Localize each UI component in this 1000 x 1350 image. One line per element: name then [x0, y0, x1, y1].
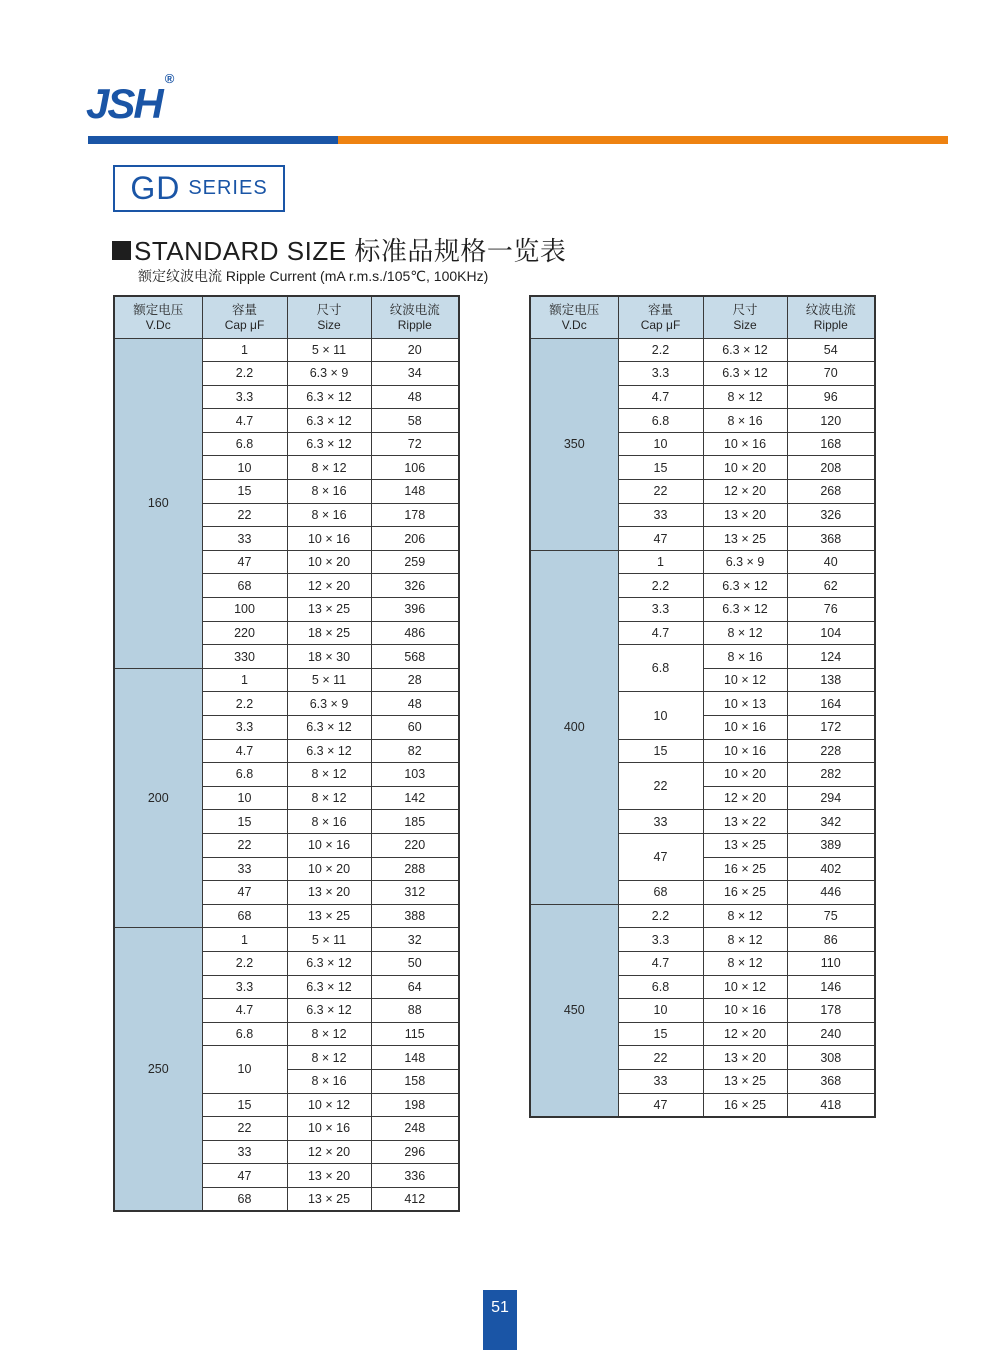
cap-cell: 33 — [618, 1069, 703, 1093]
ripple-cell: 178 — [371, 503, 459, 527]
cap-cell: 10 — [202, 1046, 287, 1093]
column-header — [202, 296, 287, 338]
cap-cell: 220 — [202, 621, 287, 645]
size-cell: 6.3 × 12 — [287, 716, 371, 740]
size-cell: 13 × 20 — [703, 1046, 787, 1070]
column-header — [287, 296, 371, 338]
size-cell: 10 × 12 — [703, 975, 787, 999]
size-cell: 6.3 × 9 — [703, 550, 787, 574]
cap-cell: 1 — [202, 338, 287, 362]
column-header-en: V.Dc — [145, 318, 171, 333]
cap-cell: 3.3 — [618, 598, 703, 622]
size-cell: 8 × 12 — [287, 1046, 371, 1070]
cap-cell: 3.3 — [618, 362, 703, 386]
ripple-cell: 20 — [371, 338, 459, 362]
header-row — [114, 296, 459, 338]
size-cell: 5 × 11 — [287, 928, 371, 952]
column-header — [703, 296, 787, 338]
cap-cell: 22 — [202, 1117, 287, 1141]
ripple-cell: 268 — [787, 480, 875, 504]
size-cell: 8 × 16 — [287, 503, 371, 527]
series-name: GD — [130, 170, 181, 206]
cap-cell: 68 — [618, 881, 703, 905]
cap-cell: 330 — [202, 645, 287, 669]
brand-name: JSH — [86, 80, 162, 127]
column-header-zh: 纹波电流 — [389, 302, 440, 317]
cap-cell: 68 — [202, 1187, 287, 1211]
ripple-cell: 568 — [371, 645, 459, 669]
ripple-cell: 168 — [787, 432, 875, 456]
size-cell: 13 × 22 — [703, 810, 787, 834]
cap-cell: 2.2 — [618, 338, 703, 362]
ripple-cell: 208 — [787, 456, 875, 480]
cap-cell: 6.8 — [202, 763, 287, 787]
size-cell: 6.3 × 12 — [703, 574, 787, 598]
cap-cell: 22 — [202, 833, 287, 857]
ripple-cell: 486 — [371, 621, 459, 645]
ripple-table-left — [113, 295, 460, 1212]
cap-cell: 6.8 — [202, 1022, 287, 1046]
ripple-cell: 228 — [787, 739, 875, 763]
size-cell: 10 × 16 — [287, 1117, 371, 1141]
size-cell: 8 × 12 — [703, 928, 787, 952]
cap-cell: 33 — [618, 503, 703, 527]
cap-cell: 6.8 — [618, 975, 703, 999]
size-cell: 8 × 16 — [287, 810, 371, 834]
column-header-zh: 尺寸 — [316, 302, 342, 317]
ripple-cell: 88 — [371, 999, 459, 1023]
cap-cell: 33 — [202, 527, 287, 551]
cap-cell: 68 — [202, 574, 287, 598]
square-bullet-icon — [112, 241, 131, 260]
table-row — [114, 928, 459, 952]
column-header-zh: 容量 — [231, 302, 257, 317]
size-cell: 18 × 30 — [287, 645, 371, 669]
cap-cell: 22 — [202, 503, 287, 527]
size-cell: 10 × 12 — [287, 1093, 371, 1117]
page-number-badge — [483, 1290, 517, 1350]
ripple-cell: 48 — [371, 385, 459, 409]
ripple-cell: 48 — [371, 692, 459, 716]
cap-cell: 6.8 — [618, 645, 703, 692]
ripple-cell: 248 — [371, 1117, 459, 1141]
size-cell: 10 × 16 — [287, 527, 371, 551]
cap-cell: 33 — [618, 810, 703, 834]
size-cell: 16 × 25 — [703, 1093, 787, 1117]
divider-orange-segment — [338, 136, 948, 144]
ripple-cell: 402 — [787, 857, 875, 881]
ripple-cell: 206 — [371, 527, 459, 551]
size-cell: 13 × 25 — [703, 833, 787, 857]
ripple-cell: 34 — [371, 362, 459, 386]
size-cell: 12 × 20 — [287, 574, 371, 598]
size-cell: 6.3 × 12 — [287, 385, 371, 409]
ripple-cell: 396 — [371, 598, 459, 622]
ripple-cell: 72 — [371, 432, 459, 456]
size-cell: 8 × 16 — [287, 1069, 371, 1093]
voltage-cell: 160 — [114, 338, 202, 668]
ripple-cell: 110 — [787, 951, 875, 975]
ripple-cell: 389 — [787, 833, 875, 857]
cap-cell: 4.7 — [202, 999, 287, 1023]
cap-cell: 15 — [202, 480, 287, 504]
column-header-zh: 尺寸 — [732, 302, 758, 317]
column-header-en: Size — [317, 318, 341, 333]
column-header — [618, 296, 703, 338]
page-number: 51 — [491, 1299, 509, 1316]
cap-cell: 2.2 — [202, 951, 287, 975]
ripple-cell: 412 — [371, 1187, 459, 1211]
cap-cell: 2.2 — [202, 362, 287, 386]
ripple-cell: 60 — [371, 716, 459, 740]
column-header-en: Ripple — [397, 318, 432, 333]
ripple-cell: 70 — [787, 362, 875, 386]
column-header-zh: 额定电压 — [549, 302, 600, 317]
column-header-en: Cap μF — [640, 318, 681, 333]
size-cell: 8 × 12 — [287, 786, 371, 810]
ripple-cell: 308 — [787, 1046, 875, 1070]
voltage-cell: 350 — [530, 338, 618, 550]
size-cell: 6.3 × 12 — [703, 338, 787, 362]
divider-blue-segment — [88, 136, 338, 144]
header-divider — [88, 136, 948, 144]
size-cell: 5 × 11 — [287, 338, 371, 362]
ripple-cell: 148 — [371, 1046, 459, 1070]
cap-cell: 10 — [202, 456, 287, 480]
cap-cell: 47 — [202, 1164, 287, 1188]
size-cell: 13 × 20 — [703, 503, 787, 527]
ripple-cell: 124 — [787, 645, 875, 669]
cap-cell: 33 — [202, 1140, 287, 1164]
cap-cell: 47 — [618, 527, 703, 551]
table-row — [114, 338, 459, 362]
size-cell: 10 × 20 — [287, 550, 371, 574]
ripple-cell: 96 — [787, 385, 875, 409]
size-cell: 10 × 20 — [703, 763, 787, 787]
ripple-cell: 104 — [787, 621, 875, 645]
column-header — [787, 296, 875, 338]
cap-cell: 22 — [618, 763, 703, 810]
cap-cell: 47 — [202, 550, 287, 574]
ripple-cell: 326 — [787, 503, 875, 527]
ripple-cell: 106 — [371, 456, 459, 480]
size-cell: 6.3 × 12 — [703, 362, 787, 386]
cap-cell: 15 — [618, 456, 703, 480]
table-row — [530, 904, 875, 928]
ripple-cell: 62 — [787, 574, 875, 598]
ripple-cell: 240 — [787, 1022, 875, 1046]
cap-cell: 3.3 — [202, 716, 287, 740]
size-cell: 8 × 12 — [703, 951, 787, 975]
cap-cell: 3.3 — [202, 975, 287, 999]
cap-cell: 2.2 — [618, 904, 703, 928]
size-cell: 6.3 × 12 — [287, 951, 371, 975]
ripple-cell: 296 — [371, 1140, 459, 1164]
ripple-cell: 368 — [787, 527, 875, 551]
ripple-cell: 54 — [787, 338, 875, 362]
ripple-cell: 220 — [371, 833, 459, 857]
column-header-en: Size — [733, 318, 757, 333]
cap-cell: 68 — [202, 904, 287, 928]
size-cell: 10 × 16 — [703, 716, 787, 740]
ripple-cell: 342 — [787, 810, 875, 834]
ripple-cell: 288 — [371, 857, 459, 881]
cap-cell: 4.7 — [618, 621, 703, 645]
voltage-cell: 400 — [530, 550, 618, 904]
title-en: STANDARD SIZE — [134, 236, 347, 266]
size-cell: 8 × 12 — [703, 904, 787, 928]
ripple-cell: 368 — [787, 1069, 875, 1093]
cap-cell: 4.7 — [202, 739, 287, 763]
cap-cell: 6.8 — [202, 432, 287, 456]
size-cell: 10 × 12 — [703, 668, 787, 692]
size-cell: 8 × 12 — [287, 456, 371, 480]
ripple-cell: 120 — [787, 409, 875, 433]
ripple-cell: 282 — [787, 763, 875, 787]
ripple-cell: 32 — [371, 928, 459, 952]
ripple-cell: 198 — [371, 1093, 459, 1117]
size-cell: 18 × 25 — [287, 621, 371, 645]
series-badge — [113, 165, 285, 212]
size-cell: 13 × 25 — [287, 598, 371, 622]
size-cell: 13 × 20 — [287, 1164, 371, 1188]
size-cell: 10 × 16 — [703, 432, 787, 456]
cap-cell: 22 — [618, 480, 703, 504]
cap-cell: 10 — [618, 692, 703, 739]
ripple-cell: 172 — [787, 716, 875, 740]
ripple-cell: 164 — [787, 692, 875, 716]
cap-cell: 1 — [202, 668, 287, 692]
ripple-cell: 294 — [787, 786, 875, 810]
ripple-cell: 64 — [371, 975, 459, 999]
size-cell: 10 × 20 — [703, 456, 787, 480]
cap-cell: 10 — [618, 999, 703, 1023]
ripple-cell: 142 — [371, 786, 459, 810]
ripple-cell: 185 — [371, 810, 459, 834]
ripple-cell: 75 — [787, 904, 875, 928]
size-cell: 6.3 × 9 — [287, 362, 371, 386]
cap-cell: 2.2 — [202, 692, 287, 716]
column-header — [371, 296, 459, 338]
column-header-en: Ripple — [813, 318, 848, 333]
cap-cell: 3.3 — [618, 928, 703, 952]
registered-mark-icon: ® — [164, 71, 175, 86]
size-cell: 12 × 20 — [703, 1022, 787, 1046]
cap-cell: 4.7 — [618, 385, 703, 409]
ripple-cell: 50 — [371, 951, 459, 975]
ripple-cell: 103 — [371, 763, 459, 787]
cap-cell: 4.7 — [202, 409, 287, 433]
size-cell: 8 × 12 — [703, 621, 787, 645]
ripple-table-right — [529, 295, 876, 1118]
cap-cell: 47 — [618, 1093, 703, 1117]
size-cell: 13 × 25 — [703, 527, 787, 551]
cap-cell: 3.3 — [202, 385, 287, 409]
size-cell: 8 × 16 — [703, 645, 787, 669]
ripple-cell: 259 — [371, 550, 459, 574]
voltage-cell: 200 — [114, 668, 202, 928]
cap-cell: 10 — [202, 786, 287, 810]
size-cell: 6.3 × 12 — [287, 975, 371, 999]
ripple-current-note: 额定纹波电流 Ripple Current (mA r.m.s./105℃, 100KHz) — [138, 268, 489, 284]
ripple-cell: 76 — [787, 598, 875, 622]
size-cell: 8 × 16 — [287, 480, 371, 504]
spec-tables — [113, 295, 876, 1212]
size-cell: 8 × 12 — [287, 1022, 371, 1046]
voltage-cell: 250 — [114, 928, 202, 1211]
ripple-cell: 336 — [371, 1164, 459, 1188]
table-row — [114, 668, 459, 692]
column-header-zh: 纹波电流 — [805, 302, 856, 317]
cap-cell: 22 — [618, 1046, 703, 1070]
column-header — [114, 296, 202, 338]
size-cell: 8 × 12 — [287, 763, 371, 787]
cap-cell: 2.2 — [618, 574, 703, 598]
column-header-zh: 容量 — [647, 302, 673, 317]
size-cell: 10 × 13 — [703, 692, 787, 716]
column-header — [530, 296, 618, 338]
ripple-cell: 138 — [787, 668, 875, 692]
cap-cell: 33 — [202, 857, 287, 881]
size-cell: 12 × 20 — [703, 786, 787, 810]
column-header-zh: 额定电压 — [133, 302, 184, 317]
size-cell: 13 × 20 — [287, 881, 371, 905]
ripple-cell: 312 — [371, 881, 459, 905]
ripple-cell: 158 — [371, 1069, 459, 1093]
size-cell: 6.3 × 12 — [287, 739, 371, 763]
size-cell: 6.3 × 12 — [287, 409, 371, 433]
cap-cell: 1 — [618, 550, 703, 574]
size-cell: 16 × 25 — [703, 881, 787, 905]
ripple-cell: 326 — [371, 574, 459, 598]
size-cell: 8 × 12 — [703, 385, 787, 409]
ripple-cell: 146 — [787, 975, 875, 999]
header-row — [530, 296, 875, 338]
size-cell: 10 × 16 — [703, 999, 787, 1023]
size-cell: 13 × 25 — [287, 1187, 371, 1211]
size-cell: 10 × 16 — [703, 739, 787, 763]
ripple-cell: 178 — [787, 999, 875, 1023]
cap-cell: 47 — [618, 833, 703, 880]
cap-cell: 1 — [202, 928, 287, 952]
table-row — [530, 550, 875, 574]
ripple-cell: 28 — [371, 668, 459, 692]
size-cell: 10 × 16 — [287, 833, 371, 857]
size-cell: 12 × 20 — [703, 480, 787, 504]
size-cell: 6.3 × 12 — [287, 999, 371, 1023]
table-row — [530, 338, 875, 362]
ripple-cell: 418 — [787, 1093, 875, 1117]
size-cell: 13 × 25 — [287, 904, 371, 928]
ripple-cell: 40 — [787, 550, 875, 574]
cap-cell: 4.7 — [618, 951, 703, 975]
ripple-cell: 86 — [787, 928, 875, 952]
size-cell: 6.3 × 12 — [703, 598, 787, 622]
ripple-cell: 388 — [371, 904, 459, 928]
voltage-cell: 450 — [530, 904, 618, 1116]
cap-cell: 15 — [202, 1093, 287, 1117]
ripple-cell: 115 — [371, 1022, 459, 1046]
size-cell: 13 × 25 — [703, 1069, 787, 1093]
size-cell: 12 × 20 — [287, 1140, 371, 1164]
cap-cell: 6.8 — [618, 409, 703, 433]
cap-cell: 100 — [202, 598, 287, 622]
cap-cell: 15 — [618, 739, 703, 763]
cap-cell: 15 — [202, 810, 287, 834]
size-cell: 5 × 11 — [287, 668, 371, 692]
size-cell: 6.3 × 12 — [287, 432, 371, 456]
page-title — [112, 231, 566, 268]
size-cell: 6.3 × 9 — [287, 692, 371, 716]
series-suffix: SERIES — [188, 177, 268, 199]
size-cell: 10 × 20 — [287, 857, 371, 881]
column-header-en: V.Dc — [561, 318, 587, 333]
cap-cell: 15 — [618, 1022, 703, 1046]
ripple-cell: 148 — [371, 480, 459, 504]
ripple-cell: 82 — [371, 739, 459, 763]
cap-cell: 47 — [202, 881, 287, 905]
cap-cell: 10 — [618, 432, 703, 456]
ripple-cell: 58 — [371, 409, 459, 433]
size-cell: 16 × 25 — [703, 857, 787, 881]
size-cell: 8 × 16 — [703, 409, 787, 433]
ripple-cell: 446 — [787, 881, 875, 905]
column-header-en: Cap μF — [224, 318, 265, 333]
brand-logo — [86, 71, 175, 128]
title-zh: 标准品规格一览表 — [354, 236, 567, 266]
